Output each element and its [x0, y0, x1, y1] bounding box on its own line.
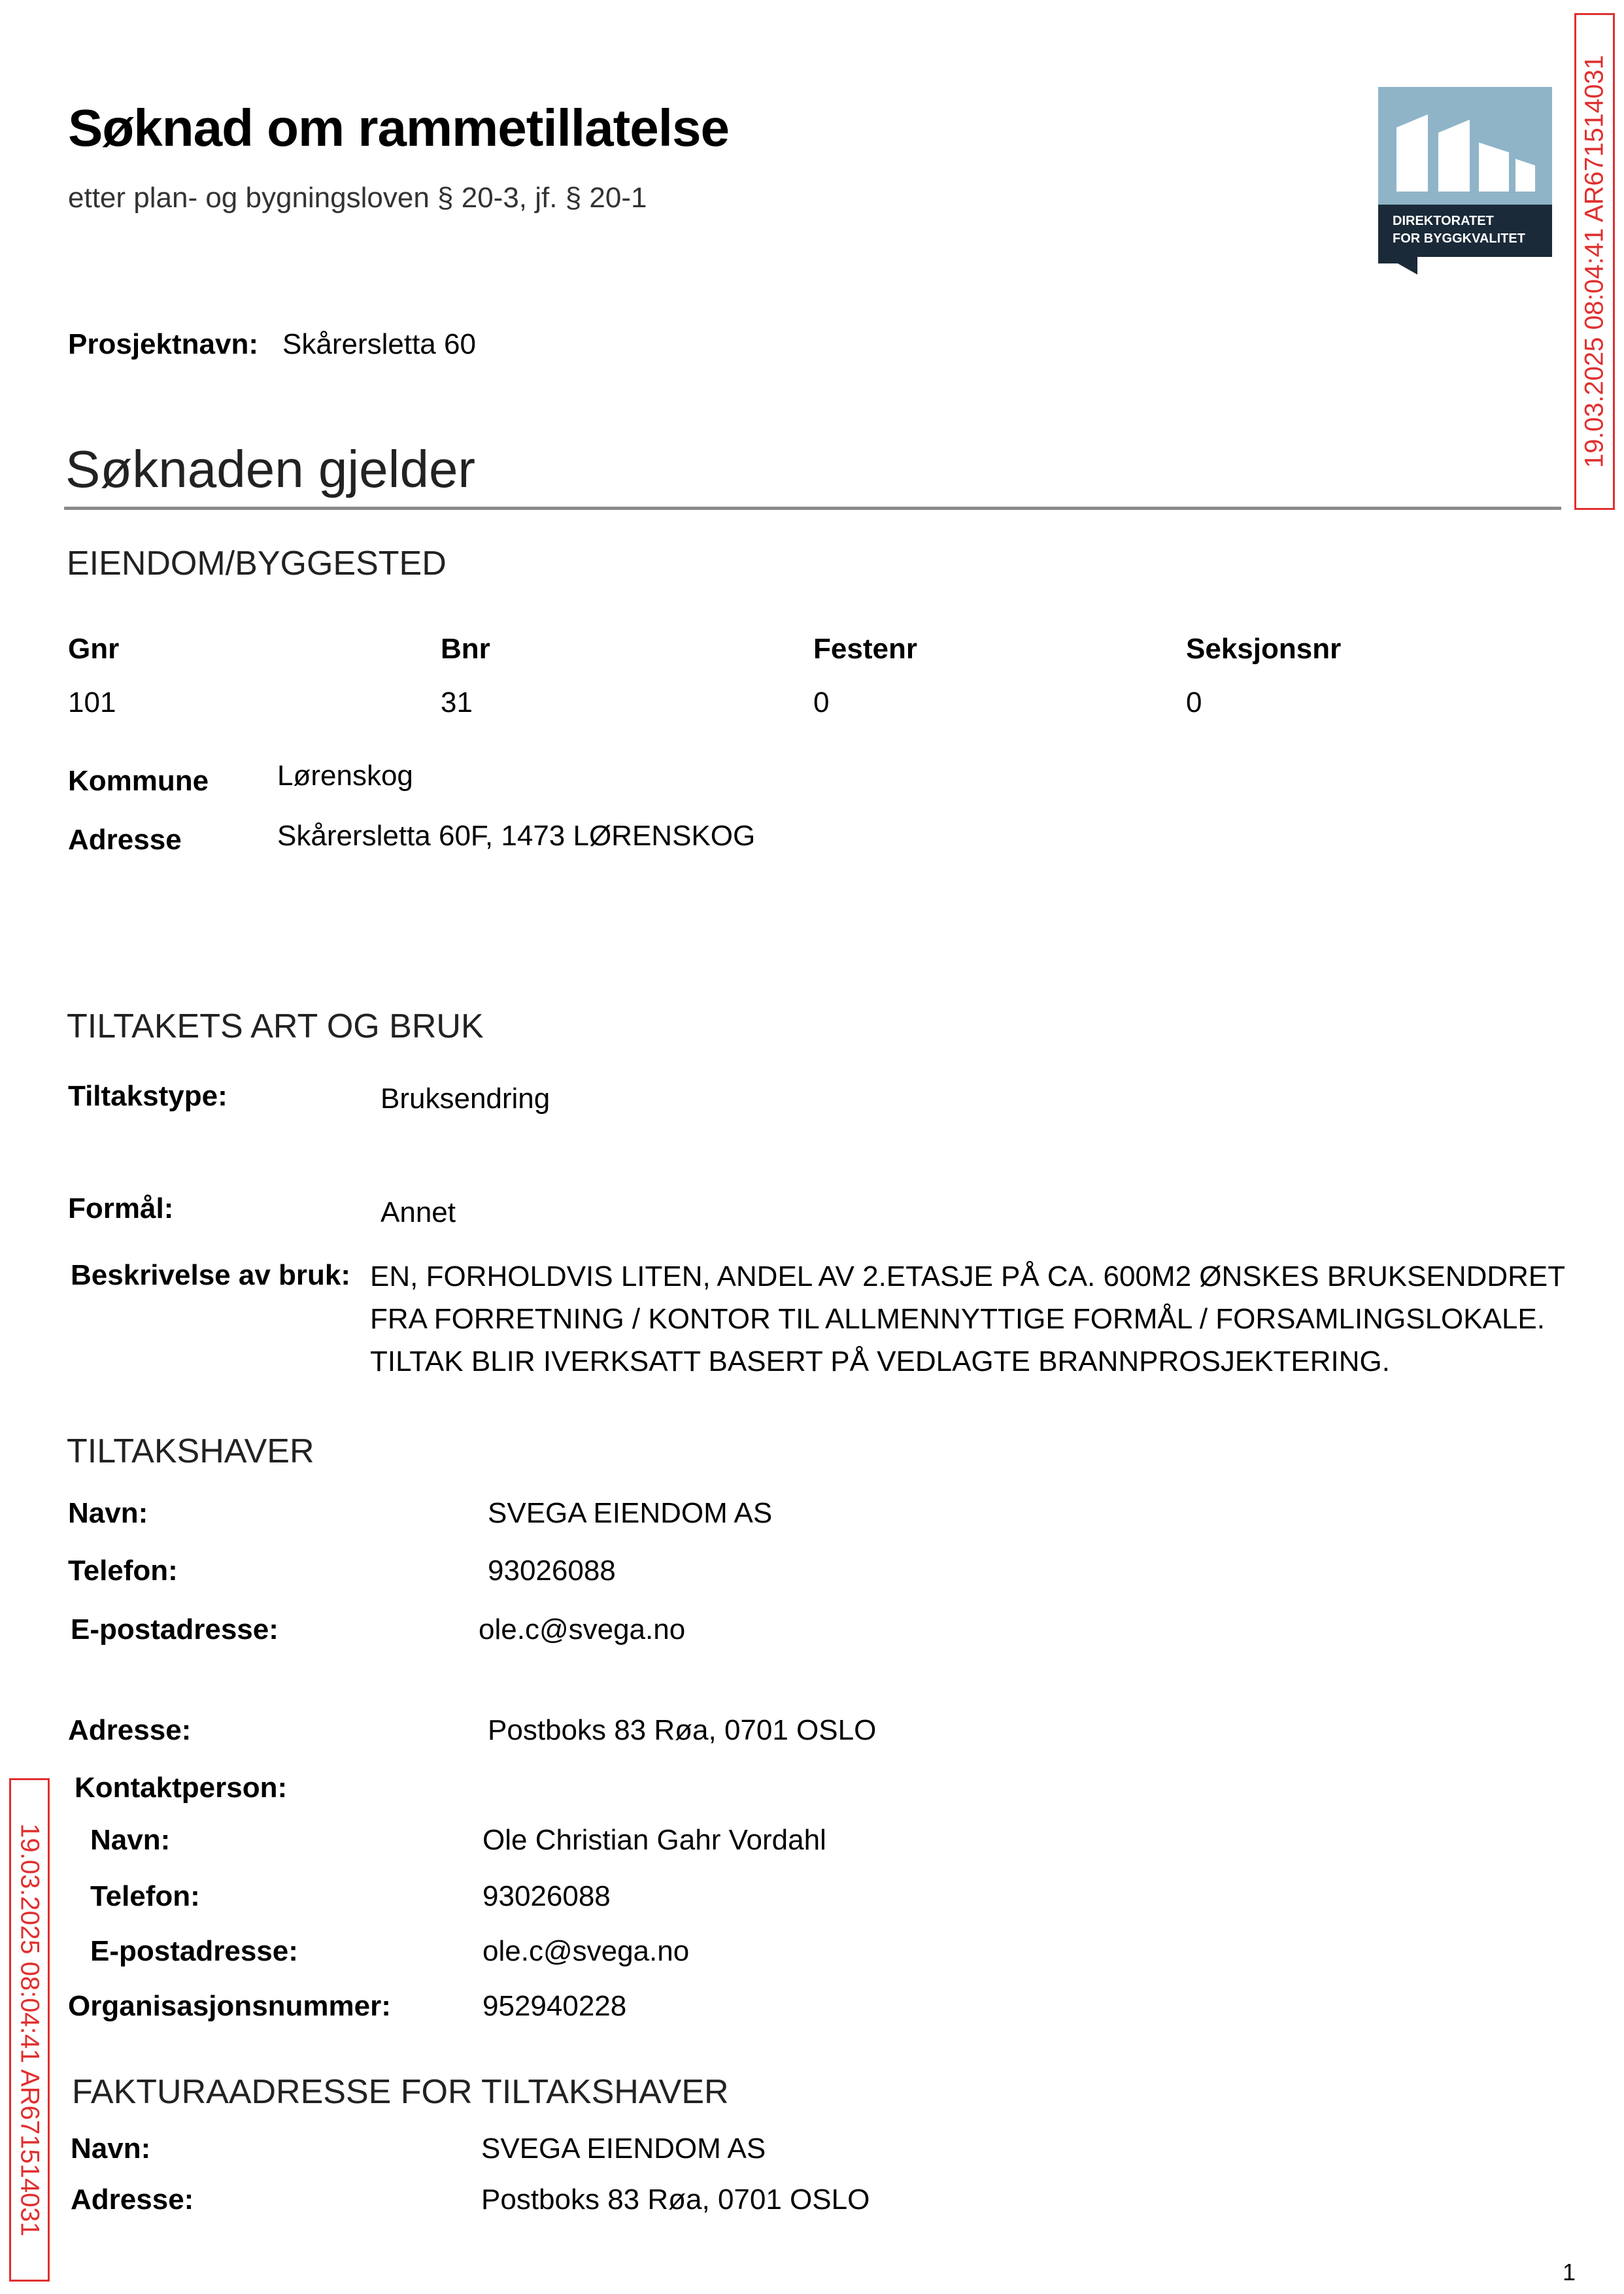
- festenr-value: 0: [813, 686, 830, 718]
- section-divider: [64, 507, 1561, 510]
- kommune-label: Kommune: [68, 765, 209, 797]
- tiltakstype-value: Bruksendring: [381, 1083, 550, 1115]
- section-title: Søknaden gjelder: [65, 440, 476, 498]
- formal-label: Formål:: [68, 1192, 174, 1224]
- tiltakshaver-adresse-label: Adresse:: [68, 1714, 192, 1746]
- beskrivelse-label: Beskrivelse av bruk:: [71, 1259, 351, 1291]
- tiltakshaver-navn-value: SVEGA EIENDOM AS: [488, 1497, 773, 1529]
- project-name-value: Skårersletta 60: [282, 328, 476, 360]
- stamp-text: 19.03.2025 08:04:41 AR671514031: [15, 1823, 44, 2236]
- orgnr-label: Organisasjonsnummer:: [68, 1990, 391, 2022]
- beskrivelse-line: FRA FORRETNING / KONTOR TIL ALLMENNYTTIGE FORMÅL / FORSAMLINGSLOKALE.: [370, 1303, 1545, 1335]
- beskrivelse-line: TILTAK BLIR IVERKSATT BASERT PÅ VEDLAGTE BRANNPROSJEKTERING.: [370, 1345, 1390, 1377]
- faktura-adresse-value: Postboks 83 Røa, 0701 OSLO: [481, 2184, 870, 2216]
- stamp-text: 19.03.2025 08:04:41 AR671514031: [1580, 55, 1609, 468]
- kontaktperson-label: Kontaktperson:: [75, 1772, 288, 1804]
- kontakt-epost-value[interactable]: ole.c@svega.no: [482, 1935, 690, 1967]
- bnr-label: Bnr: [441, 633, 490, 665]
- faktura-navn-value: SVEGA EIENDOM AS: [481, 2133, 766, 2165]
- kontakt-epost-label: E-postadresse:: [90, 1935, 298, 1967]
- faktura-adresse-label: Adresse:: [71, 2184, 194, 2216]
- tiltakshaver-adresse-value: Postboks 83 Røa, 0701 OSLO: [488, 1714, 877, 1746]
- svg-text:DIREKTORATET: DIREKTORATET: [1393, 214, 1494, 228]
- gnr-label: Gnr: [68, 633, 120, 665]
- tiltakshaver-epost-label: E-postadresse:: [71, 1613, 279, 1645]
- adresse-label: Adresse: [68, 824, 182, 856]
- kontakt-navn-value: Ole Christian Gahr Vordahl: [482, 1824, 826, 1856]
- orgnr-value: 952940228: [482, 1990, 627, 2022]
- tiltakshaver-telefon-value: 93026088: [488, 1555, 616, 1587]
- tiltakshaver-telefon-label: Telefon:: [68, 1555, 178, 1587]
- faktura-navn-label: Navn:: [71, 2133, 151, 2165]
- building-logo-icon: [1378, 87, 1552, 275]
- timestamp-stamp-bottom: [9, 1778, 50, 2282]
- document-subtitle: etter plan- og bygningsloven § 20-3, jf. § 20-1: [68, 182, 647, 214]
- kontakt-navn-label: Navn:: [90, 1824, 171, 1856]
- dibk-logo: [1378, 87, 1552, 275]
- tiltak-heading: TILTAKETS ART OG BRUK: [67, 1007, 484, 1045]
- tiltakshaver-heading: TILTAKSHAVER: [67, 1432, 314, 1470]
- faktura-heading: FAKTURAADRESSE FOR TILTAKSHAVER: [72, 2073, 729, 2111]
- adresse-value: Skårersletta 60F, 1473 LØRENSKOG: [277, 820, 756, 852]
- tiltakshaver-epost-value[interactable]: ole.c@svega.no: [479, 1613, 686, 1645]
- kommune-value: Lørenskog: [277, 760, 413, 792]
- svg-text:FOR BYGGKVALITET: FOR BYGGKVALITET: [1393, 231, 1525, 246]
- document-title: Søknad om rammetillatelse: [68, 99, 729, 157]
- kontakt-telefon-value: 93026088: [482, 1880, 611, 1912]
- festenr-label: Festenr: [813, 633, 917, 665]
- kontakt-telefon-label: Telefon:: [90, 1880, 200, 1912]
- beskrivelse-value: [370, 1255, 1566, 1383]
- beskrivelse-line: EN, FORHOLDVIS LITEN, ANDEL AV 2.ETASJE PÅ CA. 600M2 ØNSKES BRUKSENDDRET: [370, 1260, 1566, 1292]
- seksjonsnr-label: Seksjonsnr: [1186, 633, 1342, 665]
- seksjonsnr-value: 0: [1186, 686, 1202, 718]
- tiltakshaver-navn-label: Navn:: [68, 1497, 148, 1529]
- bnr-value: 31: [441, 686, 473, 718]
- eiendom-heading: EIENDOM/BYGGESTED: [67, 545, 447, 582]
- page-number: 1: [1563, 2259, 1576, 2286]
- formal-value: Annet: [381, 1196, 456, 1228]
- gnr-value: 101: [68, 686, 116, 718]
- tiltakstype-label: Tiltakstype:: [68, 1080, 228, 1112]
- timestamp-stamp-top: [1574, 13, 1615, 510]
- project-name-label: Prosjektnavn:: [68, 328, 258, 360]
